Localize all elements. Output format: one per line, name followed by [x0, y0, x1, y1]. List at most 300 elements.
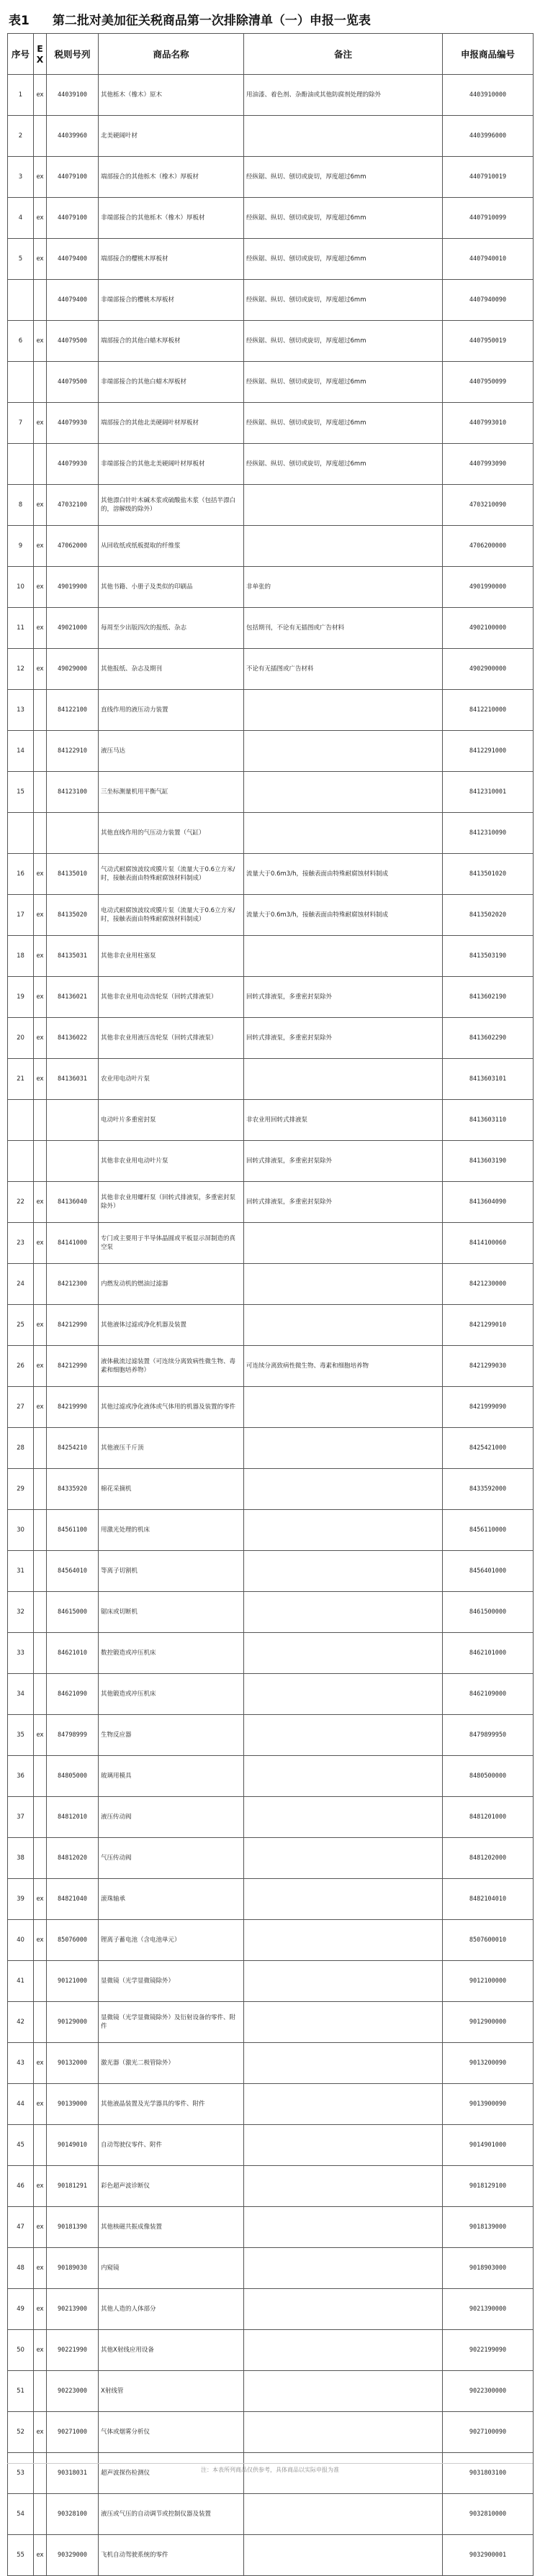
- cell-tariff: 84564010: [47, 1551, 99, 1592]
- cell-seq: 10: [8, 567, 34, 608]
- cell-code: 8479899950: [443, 1715, 534, 1756]
- cell-seq: 38: [8, 1838, 34, 1879]
- cell-note: [244, 1879, 443, 1920]
- cell-code: 8414100060: [443, 1223, 534, 1264]
- cell-code: 8413603190: [443, 1141, 534, 1182]
- cell-seq: 48: [8, 2248, 34, 2289]
- cell-ex: [34, 1141, 47, 1182]
- cell-code: 8412210000: [443, 690, 534, 731]
- table-row: [8, 444, 534, 485]
- table-row: [8, 2043, 534, 2084]
- cell-note: [244, 1305, 443, 1346]
- cell-tariff: 90139000: [47, 2084, 99, 2125]
- footer-note: 注：本表所列商品仅供参考，具体商品以实际申报为准: [7, 2463, 533, 2477]
- cell-name: 端部接合的其他白蜡木厚板材: [99, 321, 244, 362]
- table-row: [8, 280, 534, 321]
- cell-ex: [34, 1469, 47, 1510]
- cell-note: [244, 2207, 443, 2248]
- cell-name: 其他核磁共振成像装置: [99, 2207, 244, 2248]
- cell-code: 9012100000: [443, 1961, 534, 2002]
- cell-code: 8507600010: [443, 1920, 534, 1961]
- cell-ex: ex: [34, 485, 47, 526]
- cell-code: 8482104010: [443, 1879, 534, 1920]
- cell-ex: [34, 813, 47, 854]
- table-header-row: [8, 34, 534, 75]
- cell-note: 经纵锯、纵切、刨切或旋切，厚度超过6mm: [244, 239, 443, 280]
- table-number: 表1: [9, 14, 30, 28]
- cell-note: [244, 2248, 443, 2289]
- cell-name: 其他过滤或净化液体或气体用的机器及装置的零件: [99, 1387, 244, 1428]
- cell-ex: ex: [34, 977, 47, 1018]
- cell-name: 其他非农业用螺杆泵（回转式排液泵，多重密封泵除外）: [99, 1182, 244, 1223]
- cell-tariff: 84821040: [47, 1879, 99, 1920]
- cell-tariff: [47, 1141, 99, 1182]
- cell-tariff: 84123100: [47, 772, 99, 813]
- cell-code: 8421999090: [443, 1387, 534, 1428]
- cell-code: 8480500000: [443, 1756, 534, 1797]
- table-row: [8, 813, 534, 854]
- cell-code: 9022300000: [443, 2371, 534, 2412]
- cell-code: 9013200090: [443, 2043, 534, 2084]
- cell-code: 8456401000: [443, 1551, 534, 1592]
- table-row: [8, 1469, 534, 1510]
- table-row: [8, 1223, 534, 1264]
- cell-name: 其他锻造或冲压机床: [99, 1674, 244, 1715]
- cell-ex: ex: [34, 936, 47, 977]
- cell-tariff: 90129000: [47, 2002, 99, 2043]
- cell-name: 气体或烟雾分析仪: [99, 2412, 244, 2453]
- cell-ex: [34, 1838, 47, 1879]
- cell-ex: ex: [34, 1715, 47, 1756]
- cell-code: 8461500000: [443, 1592, 534, 1633]
- cell-ex: [34, 1674, 47, 1715]
- cell-tariff: 84805000: [47, 1756, 99, 1797]
- cell-code: 9021390000: [443, 2289, 534, 2330]
- cell-note: [244, 1428, 443, 1469]
- cell-note: 回转式排液泵，多重密封泵除外: [244, 1141, 443, 1182]
- cell-note: [244, 1469, 443, 1510]
- cell-tariff: 90181291: [47, 2166, 99, 2207]
- cell-name: 其他X射线应用设备: [99, 2330, 244, 2371]
- cell-note: [244, 1510, 443, 1551]
- cell-code: 9022199090: [443, 2330, 534, 2371]
- cell-code: 8412310090: [443, 813, 534, 854]
- table-row: [8, 772, 534, 813]
- cell-tariff: 44079100: [47, 157, 99, 198]
- cell-ex: [34, 2494, 47, 2535]
- cell-note: 经纵锯、纵切、刨切或旋切，厚度超过6mm: [244, 280, 443, 321]
- cell-ex: ex: [34, 1182, 47, 1223]
- cell-ex: [34, 2125, 47, 2166]
- cell-tariff: 84212990: [47, 1346, 99, 1387]
- cell-tariff: 85076000: [47, 1920, 99, 1961]
- table-row: [8, 1100, 534, 1141]
- cell-tariff: 90149010: [47, 2125, 99, 2166]
- cell-tariff: 84136021: [47, 977, 99, 1018]
- cell-seq: 17: [8, 895, 34, 936]
- cell-note: [244, 2289, 443, 2330]
- cell-seq: 3: [8, 157, 34, 198]
- cell-code: 4902100000: [443, 608, 534, 649]
- cell-note: [244, 1715, 443, 1756]
- table-row: [8, 526, 534, 567]
- cell-ex: [34, 1264, 47, 1305]
- cell-name: 其他液晶装置及光学器具的零件、附件: [99, 2084, 244, 2125]
- cell-name: 内窥镜: [99, 2248, 244, 2289]
- cell-tariff: 84141000: [47, 1223, 99, 1264]
- cell-ex: ex: [34, 1920, 47, 1961]
- cell-tariff: 90121000: [47, 1961, 99, 2002]
- cell-seq: 33: [8, 1633, 34, 1674]
- cell-code: 4407940010: [443, 239, 534, 280]
- cell-code: 8421299010: [443, 1305, 534, 1346]
- cell-name: 其他非农业用柱塞泵: [99, 936, 244, 977]
- table-row: [8, 1674, 534, 1715]
- cell-seq: 16: [8, 854, 34, 895]
- cell-code: 4407950019: [443, 321, 534, 362]
- cell-ex: ex: [34, 1018, 47, 1059]
- cell-name: 其他液压千斤顶: [99, 1428, 244, 1469]
- cell-seq: 6: [8, 321, 34, 362]
- cell-code: 8412310001: [443, 772, 534, 813]
- cell-seq: 55: [8, 2535, 34, 2576]
- cell-note: [244, 1797, 443, 1838]
- table-row: [8, 75, 534, 116]
- cell-tariff: 84812020: [47, 1838, 99, 1879]
- table-row: [8, 1305, 534, 1346]
- cell-code: 8456110000: [443, 1510, 534, 1551]
- cell-name: 端部接合的其他栎木（橡木）厚板材: [99, 157, 244, 198]
- cell-note: 经纵锯、纵切、刨切或旋切，厚度超过6mm: [244, 321, 443, 362]
- table-row: [8, 2248, 534, 2289]
- cell-ex: ex: [34, 2412, 47, 2453]
- cell-seq: 31: [8, 1551, 34, 1592]
- table-row: [8, 1879, 534, 1920]
- table-row: [8, 1428, 534, 1469]
- table-row: [8, 936, 534, 977]
- cell-name: 气压传动阀: [99, 1838, 244, 1879]
- cell-ex: [34, 280, 47, 321]
- cell-code: 4407993090: [443, 444, 534, 485]
- table-row: [8, 1592, 534, 1633]
- cell-code: 9012900000: [443, 2002, 534, 2043]
- cell-seq: 34: [8, 1674, 34, 1715]
- table-row: [8, 854, 534, 895]
- cell-ex: ex: [34, 2166, 47, 2207]
- cell-code: 9027100090: [443, 2412, 534, 2453]
- table-row: [8, 690, 534, 731]
- cell-name: 端部接合的其他北美硬阔叶材厚板材: [99, 403, 244, 444]
- cell-note: 用油漆、着色剂、杂酚油或其他防腐剂处理的除外: [244, 75, 443, 116]
- cell-note: 可连续分离致病性微生物、毒素和细胞培养物: [244, 1346, 443, 1387]
- cell-ex: ex: [34, 198, 47, 239]
- cell-ex: [34, 1428, 47, 1469]
- cell-code: 8413501020: [443, 854, 534, 895]
- header-seq: 序号: [8, 34, 34, 75]
- cell-code: 4403910000: [443, 75, 534, 116]
- cell-seq: 45: [8, 2125, 34, 2166]
- cell-name: 其他人造的人体部分: [99, 2289, 244, 2330]
- cell-tariff: 47032100: [47, 485, 99, 526]
- cell-tariff: 84135010: [47, 854, 99, 895]
- table-row: [8, 1264, 534, 1305]
- cell-tariff: [47, 813, 99, 854]
- cell-name: 彩色超声波诊断仪: [99, 2166, 244, 2207]
- cell-name: 从回收纸或纸板提取的纤维浆: [99, 526, 244, 567]
- cell-ex: [34, 2371, 47, 2412]
- cell-tariff: 84254210: [47, 1428, 99, 1469]
- cell-tariff: 44079930: [47, 444, 99, 485]
- cell-note: [244, 1387, 443, 1428]
- cell-seq: [8, 362, 34, 403]
- cell-name: 其他漂白针叶木碱木浆或硫酸盐木浆（包括半漂白的，溶解级的除外）: [99, 485, 244, 526]
- cell-seq: 19: [8, 977, 34, 1018]
- cell-code: 8421230000: [443, 1264, 534, 1305]
- cell-tariff: 84122100: [47, 690, 99, 731]
- cell-seq: 49: [8, 2289, 34, 2330]
- cell-name: 液压马达: [99, 731, 244, 772]
- cell-note: 经纵锯、纵切、刨切或旋切，厚度超过6mm: [244, 403, 443, 444]
- table-row: [8, 895, 534, 936]
- header-code: 申报商品编号: [443, 34, 534, 75]
- cell-name: 飞机自动驾驶系统的零件: [99, 2535, 244, 2576]
- cell-tariff: 84812010: [47, 1797, 99, 1838]
- cell-note: [244, 1592, 443, 1633]
- cell-code: 4407993010: [443, 403, 534, 444]
- cell-note: [244, 1961, 443, 2002]
- cell-name: 生物反应器: [99, 1715, 244, 1756]
- cell-seq: 13: [8, 690, 34, 731]
- cell-seq: 21: [8, 1059, 34, 1100]
- cell-note: [244, 1920, 443, 1961]
- cell-name: 其他非农业用电动叶片泵: [99, 1141, 244, 1182]
- cell-name: 显微镜（光学显微镜除外）及衍射设备的零件、附件: [99, 2002, 244, 2043]
- cell-name: 液体截流过滤装置（可连续分离致病性微生物、毒素和细胞培养物）: [99, 1346, 244, 1387]
- cell-code: 8412291000: [443, 731, 534, 772]
- cell-seq: 9: [8, 526, 34, 567]
- cell-name: 内燃发动机的燃油过滤器: [99, 1264, 244, 1305]
- cell-name: 显微镜（光学显微镜除外）: [99, 1961, 244, 2002]
- cell-tariff: 84122910: [47, 731, 99, 772]
- cell-name: 非端部接合的其他北美硬阔叶材厚板材: [99, 444, 244, 485]
- cell-seq: 26: [8, 1346, 34, 1387]
- cell-seq: 44: [8, 2084, 34, 2125]
- cell-tariff: 44079400: [47, 280, 99, 321]
- cell-ex: ex: [34, 239, 47, 280]
- cell-note: [244, 2002, 443, 2043]
- cell-note: [244, 2043, 443, 2084]
- cell-note: [244, 1223, 443, 1264]
- cell-code: 9014901000: [443, 2125, 534, 2166]
- header-name: 商品名称: [99, 34, 244, 75]
- cell-note: [244, 1633, 443, 1674]
- table-row: [8, 403, 534, 444]
- cell-name: 北美硬阔叶材: [99, 116, 244, 157]
- cell-note: [244, 813, 443, 854]
- cell-code: 9013900090: [443, 2084, 534, 2125]
- cell-seq: 22: [8, 1182, 34, 1223]
- table-row: [8, 198, 534, 239]
- cell-ex: [34, 362, 47, 403]
- cell-ex: ex: [34, 403, 47, 444]
- header-tariff: 税则号列: [47, 34, 99, 75]
- cell-ex: ex: [34, 2043, 47, 2084]
- cell-note: 流量大于0.6m3/h，接触表面由特殊耐腐蚀材料制成: [244, 895, 443, 936]
- cell-name: 电动叶片多重密封泵: [99, 1100, 244, 1141]
- cell-name: X射线管: [99, 2371, 244, 2412]
- cell-tariff: 44079930: [47, 403, 99, 444]
- cell-note: 流量大于0.6m3/h，接触表面由特殊耐腐蚀材料制成: [244, 854, 443, 895]
- table-row: [8, 116, 534, 157]
- cell-code: 4407910019: [443, 157, 534, 198]
- cell-code: 8413503190: [443, 936, 534, 977]
- cell-tariff: 90181390: [47, 2207, 99, 2248]
- table-row: [8, 485, 534, 526]
- cell-note: 非农业用回转式排液泵: [244, 1100, 443, 1141]
- cell-tariff: 84136022: [47, 1018, 99, 1059]
- cell-name: 非端部接合的樱桃木厚板材: [99, 280, 244, 321]
- cell-tariff: 49019900: [47, 567, 99, 608]
- table-row: [8, 1756, 534, 1797]
- cell-note: 回转式排液泵，多重密封泵除外: [244, 1018, 443, 1059]
- cell-tariff: 44079500: [47, 362, 99, 403]
- table-row: [8, 1551, 534, 1592]
- cell-seq: 35: [8, 1715, 34, 1756]
- table-row: [8, 1797, 534, 1838]
- cell-seq: 41: [8, 1961, 34, 2002]
- cell-code: 8462101000: [443, 1633, 534, 1674]
- cell-ex: [34, 1551, 47, 1592]
- cell-code: 8413604090: [443, 1182, 534, 1223]
- cell-tariff: 84212990: [47, 1305, 99, 1346]
- cell-seq: 54: [8, 2494, 34, 2535]
- cell-note: [244, 116, 443, 157]
- table-row: [8, 2494, 534, 2535]
- table-row: [8, 608, 534, 649]
- cell-note: 经纵锯、纵切、刨切或旋切，厚度超过6mm: [244, 157, 443, 198]
- cell-tariff: 90132000: [47, 2043, 99, 2084]
- cell-note: [244, 936, 443, 977]
- cell-seq: 20: [8, 1018, 34, 1059]
- cell-note: [244, 772, 443, 813]
- table-row: [8, 2412, 534, 2453]
- cell-seq: 39: [8, 1879, 34, 1920]
- cell-seq: [8, 1141, 34, 1182]
- cell-tariff: 84621090: [47, 1674, 99, 1715]
- cell-seq: 30: [8, 1510, 34, 1551]
- cell-seq: [8, 1100, 34, 1141]
- cell-note: [244, 526, 443, 567]
- cell-seq: 47: [8, 2207, 34, 2248]
- table-row: [8, 157, 534, 198]
- cell-seq: 1: [8, 75, 34, 116]
- cell-name: 每周至少出版四次的报纸、杂志: [99, 608, 244, 649]
- table-row: [8, 1059, 534, 1100]
- cell-code: 4403996000: [443, 116, 534, 157]
- cell-note: [244, 2125, 443, 2166]
- cell-name: 电动式耐腐蚀波纹或膜片泵（流量大于0.6立方米/时，接触表面由特殊耐腐蚀材料制成）: [99, 895, 244, 936]
- cell-tariff: 49029000: [47, 649, 99, 690]
- cell-tariff: 84135020: [47, 895, 99, 936]
- table-row: [8, 2535, 534, 2576]
- table-row: [8, 1715, 534, 1756]
- cell-seq: 4: [8, 198, 34, 239]
- cell-name: 非端部接合的其他白蜡木厚板材: [99, 362, 244, 403]
- cell-tariff: [47, 1100, 99, 1141]
- cell-note: 包括期刊，不论有无插图或广告材料: [244, 608, 443, 649]
- cell-ex: ex: [34, 1879, 47, 1920]
- cell-name: 直线作用的液压动力装置: [99, 690, 244, 731]
- cell-code: 4407950099: [443, 362, 534, 403]
- cell-note: [244, 2084, 443, 2125]
- cell-seq: [8, 444, 34, 485]
- cell-seq: 27: [8, 1387, 34, 1428]
- header-ex: EX: [34, 34, 47, 75]
- cell-code: 8413602190: [443, 977, 534, 1018]
- cell-name: 用激光处理的机床: [99, 1510, 244, 1551]
- cell-ex: [34, 2002, 47, 2043]
- cell-name: 其他书籍、小册子及类似的印刷品: [99, 567, 244, 608]
- cell-tariff: 44039100: [47, 75, 99, 116]
- cell-ex: [34, 731, 47, 772]
- cell-seq: 25: [8, 1305, 34, 1346]
- cell-tariff: 90329000: [47, 2535, 99, 2576]
- cell-seq: 43: [8, 2043, 34, 2084]
- cell-ex: [34, 1756, 47, 1797]
- cell-seq: 42: [8, 2002, 34, 2043]
- table-row: [8, 321, 534, 362]
- cell-name: 农业用电动叶片泵: [99, 1059, 244, 1100]
- cell-code: 8413603101: [443, 1059, 534, 1100]
- cell-tariff: 90221990: [47, 2330, 99, 2371]
- cell-note: [244, 1551, 443, 1592]
- cell-ex: [34, 690, 47, 731]
- cell-ex: [34, 1797, 47, 1838]
- cell-tariff: 84212300: [47, 1264, 99, 1305]
- cell-code: 8425421000: [443, 1428, 534, 1469]
- table-row: [8, 1141, 534, 1182]
- cell-note: [244, 1838, 443, 1879]
- cell-tariff: 84219990: [47, 1387, 99, 1428]
- cell-note: [244, 2330, 443, 2371]
- cell-ex: ex: [34, 2207, 47, 2248]
- cell-tariff: 84798999: [47, 1715, 99, 1756]
- cell-name: 端部接合的樱桃木厚板材: [99, 239, 244, 280]
- cell-tariff: 90189030: [47, 2248, 99, 2289]
- table-row: [8, 2002, 534, 2043]
- cell-code: 8462109000: [443, 1674, 534, 1715]
- cell-ex: [34, 444, 47, 485]
- cell-code: 4706200000: [443, 526, 534, 567]
- cell-seq: 11: [8, 608, 34, 649]
- cell-tariff: 84335920: [47, 1469, 99, 1510]
- cell-code: 9018903000: [443, 2248, 534, 2289]
- cell-name: 激光器（激光二极管除外）: [99, 2043, 244, 2084]
- cell-tariff: 49021000: [47, 608, 99, 649]
- cell-seq: 28: [8, 1428, 34, 1469]
- table-row: [8, 1387, 534, 1428]
- table-row: [8, 2166, 534, 2207]
- cell-tariff: 84136040: [47, 1182, 99, 1223]
- cell-ex: ex: [34, 2330, 47, 2371]
- cell-name: 其他非农业用电动齿轮泵（回转式排液泵）: [99, 977, 244, 1018]
- cell-name: 其他报纸、杂志及期刊: [99, 649, 244, 690]
- table-body: [8, 75, 534, 2576]
- table-row: [8, 2125, 534, 2166]
- cell-name: 自动驾驶仪零件、附件: [99, 2125, 244, 2166]
- table-row: [8, 362, 534, 403]
- cell-name: 其他直线作用的气压动力装置（气缸）: [99, 813, 244, 854]
